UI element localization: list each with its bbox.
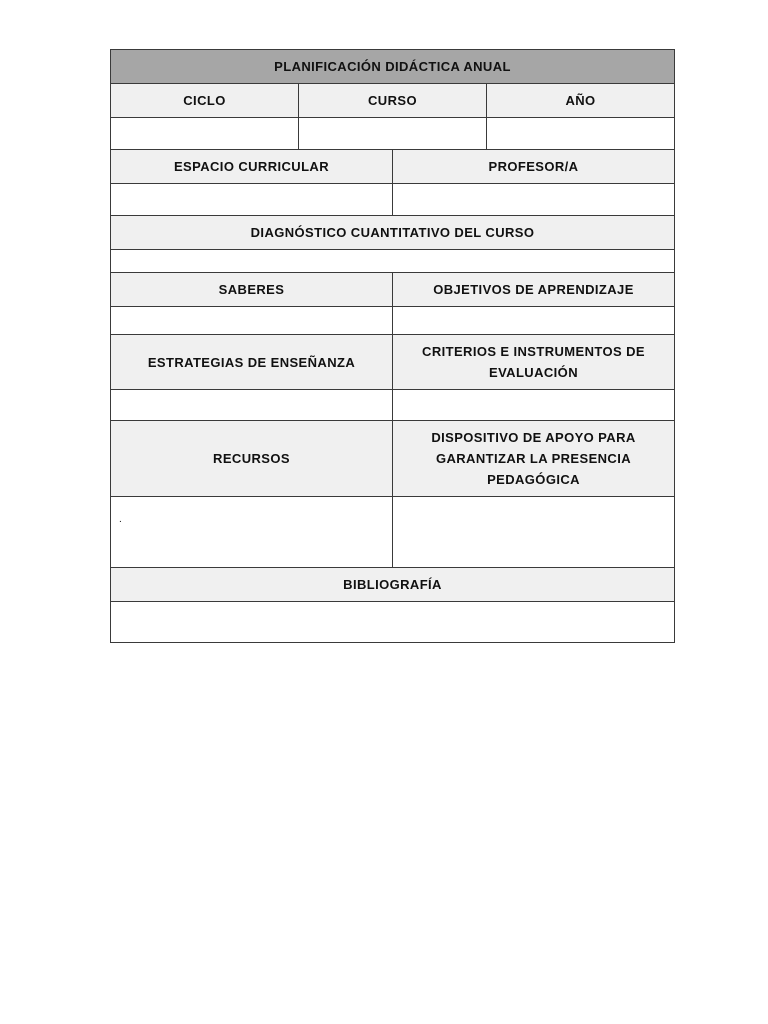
planning-table [110, 49, 675, 643]
ciclo-header: CICLO [111, 84, 299, 118]
criterios-header: CRITERIOS E INSTRUMENTOS DE EVALUACIÓN [393, 335, 675, 390]
bibliografia-field[interactable] [111, 602, 675, 643]
curso-field[interactable] [299, 118, 487, 150]
estrategias-header: ESTRATEGIAS DE ENSEÑANZA [111, 335, 393, 390]
profesor-header: PROFESOR/A [393, 150, 675, 184]
anio-header: AÑO [487, 84, 675, 118]
curso-header: CURSO [299, 84, 487, 118]
form-title: PLANIFICACIÓN DIDÁCTICA ANUAL [111, 50, 675, 84]
dispositivo-field[interactable] [393, 497, 675, 568]
estrategias-field[interactable] [111, 390, 393, 421]
saberes-header: SABERES [111, 273, 393, 307]
profesor-field[interactable] [393, 184, 675, 216]
planning-form [110, 49, 674, 641]
recursos-header: RECURSOS [111, 421, 393, 497]
saberes-field[interactable] [111, 307, 393, 335]
diagnostico-header: DIAGNÓSTICO CUANTITATIVO DEL CURSO [111, 216, 675, 250]
objetivos-field[interactable] [393, 307, 675, 335]
recursos-field[interactable] [111, 497, 393, 568]
recursos-field-mark: . [119, 514, 123, 525]
objetivos-header: OBJETIVOS DE APRENDIZAJE [393, 273, 675, 307]
espacio-curricular-field[interactable] [111, 184, 393, 216]
bibliografia-header: BIBLIOGRAFÍA [111, 568, 675, 602]
criterios-field[interactable] [393, 390, 675, 421]
espacio-curricular-header: ESPACIO CURRICULAR [111, 150, 393, 184]
diagnostico-field[interactable] [111, 250, 675, 273]
anio-field[interactable] [487, 118, 675, 150]
ciclo-field[interactable] [111, 118, 299, 150]
dispositivo-header: DISPOSITIVO DE APOYO PARA GARANTIZAR LA PRESENCIA PEDAGÓGICA [393, 421, 675, 497]
